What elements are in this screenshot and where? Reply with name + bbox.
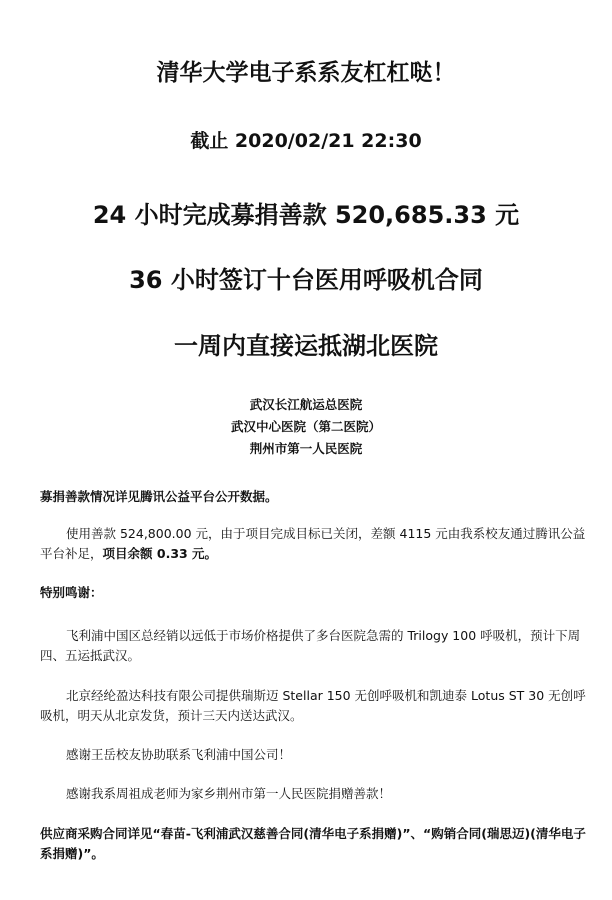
thanks-beijing-paragraph: 北京经纶盈达科技有限公司提供瑞斯迈 Stellar 150 无创呼吸机和凯迪泰 Lotus ST 30 无创呼吸机，明天从北京发货，预计三天内送达武汉。	[40, 688, 586, 723]
donation-info-paragraph: 募捐善款情况详见腾讯公益平台公开数据。	[40, 489, 278, 504]
thanks-philips-paragraph: 飞利浦中国区总经销以远低于市场价格提供了多台医院急需的 Trilogy 100 呼吸机，预计下周四、五运抵武汉。	[40, 628, 581, 663]
donation-total-line: 24 小时完成募捐善款 520,685.33 元	[92, 201, 520, 229]
usage-paragraph	[40, 524, 588, 564]
deadline-line: 截止 2020/02/21 22:30	[190, 130, 422, 152]
main-headline: 清华大学电子系系友杠杠哒！	[156, 60, 456, 86]
hospital-item: 武汉长江航运总医院	[249, 397, 363, 412]
usage-balance: 项目余额 0.33 元。	[102, 546, 218, 561]
thanks-zhou-paragraph: 感谢我系周祖成老师为家乡荆州市第一人民医院捐赠善款！	[66, 786, 392, 801]
usage-text: 使用善款 524,800.00 元，由于项目完成目标已关闭，差额 4115 元由我系校友通过腾讯公益平台补足，	[40, 526, 586, 561]
thanks-wang-paragraph: 感谢王岳校友协助联系飞利浦中国公司！	[66, 747, 292, 762]
ventilator-contract-line: 36 小时签订十台医用呼吸机合同	[129, 266, 483, 294]
hospital-item: 武汉中心医院（第二医院）	[230, 419, 381, 434]
hospital-item: 荆州市第一人民医院	[249, 441, 363, 456]
contract-note-paragraph: 供应商采购合同详见“春苗-飞利浦武汉慈善合同(清华电子系捐赠)”、“购销合同(瑞思迈)(清华电子系捐赠)”。	[40, 826, 586, 861]
thanks-heading: 特别鸣谢：	[40, 585, 103, 600]
hospital-list	[0, 394, 612, 460]
delivery-line: 一周内直接运抵湖北医院	[174, 332, 438, 360]
